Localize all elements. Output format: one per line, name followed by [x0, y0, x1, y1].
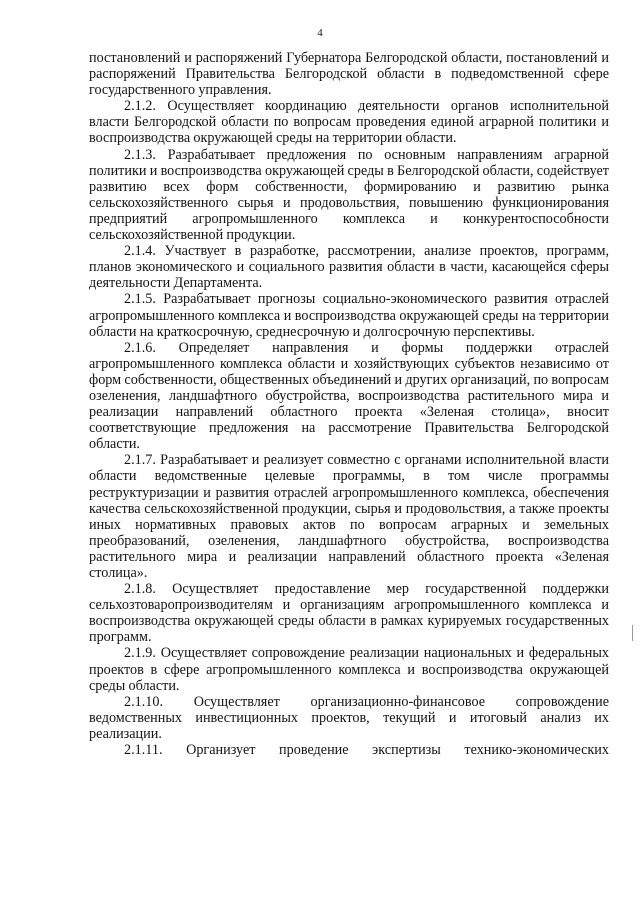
paragraph-2-1-8: 2.1.8. Осуществляет предоставление мер государственной поддержки сельхозтоваропроизводителям и организациям агропромышленного комплекса и воспроизводства окружающей среды области в рамках курируемых государственных программ. [89, 581, 609, 646]
paragraph-2-1-3: 2.1.3. Разрабатывает предложения по основным направлениям аграрной политики и воспроизводства окружающей среды в Белгородской области, содействует развитию всех форм собственности, формированию и развитию рынка сельскохозяйственного сырья и продовольствия, повышению функционирования предприятий агропромышленного комплекса и конкурентоспособности сельскохозяйственной продукции. [89, 146, 609, 244]
document-body [89, 50, 609, 758]
scan-edge-mark [632, 625, 633, 641]
paragraph-2-1-5: 2.1.5. Разрабатывает прогнозы социально-экономического развития отраслей агропромышленного комплекса и воспроизводства окружающей среды на территории области на краткосрочную, среднесрочную и долгосрочную перспективы. [89, 291, 609, 340]
paragraph-2-1-7: 2.1.7. Разрабатывает и реализует совместно с органами исполнительной власти области ведомственные целевые программы, в том числе программы реструктуризации и развития отраслей агропромышленного комплекса, обеспечения качества сельскохозяйственной продукции, сырья и продовольствия, а также проекты иных нормативных правовых актов по вопросам аграрных и земельных преобразований, озеленения, ландшафтного обустройства, воспроизводства растительного мира и реализации направлений областного проекта «Зеленая столица». [89, 452, 609, 581]
paragraph-2-1-11: 2.1.11. Организует проведение экспертизы технико-экономических [124, 742, 609, 759]
paragraph-2-1-2: 2.1.2. Осуществляет координацию деятельности органов исполнительной власти Белгородской области по вопросам проведения единой аграрной политики и воспроизводства окружающей среды на территории области. [89, 98, 609, 147]
page-number: 4 [317, 27, 323, 39]
paragraph-2-1-4: 2.1.4. Участвует в разработке, рассмотрении, анализе проектов, программ, планов экономического и социального развития области в части, касающейся сферы деятельности Департамента. [89, 243, 609, 292]
paragraph-2-1-6: 2.1.6. Определяет направления и формы поддержки отраслей агропромышленного комплекса области и хозяйствующих субъектов независимо от форм собственности, общественных объединений и других организаций, по вопросам озеленения, ландшафтного обустройства, воспроизводства растительного мира и реализации направлений областного проекта «Зеленая столица», вносит соответствующие предложения на рассмотрение Правительства Белгородской области. [89, 339, 609, 453]
paragraph-2-1-10: 2.1.10. Осуществляет организационно-финансовое сопровождение ведомственных инвестиционных проектов, текущий и итоговый анализ их реализации. [89, 693, 609, 742]
paragraph-continuation: постановлений и распоряжений Губернатора Белгородской области, постановлений и распоряжений Правительства Белгородской области в подведомственной сфере государственного управления. [89, 50, 609, 99]
paragraph-2-1-9: 2.1.9. Осуществляет сопровождение реализации национальных и федеральных проектов в сфере агропромышленного комплекса и воспроизводства окружающей среды области. [89, 645, 609, 694]
